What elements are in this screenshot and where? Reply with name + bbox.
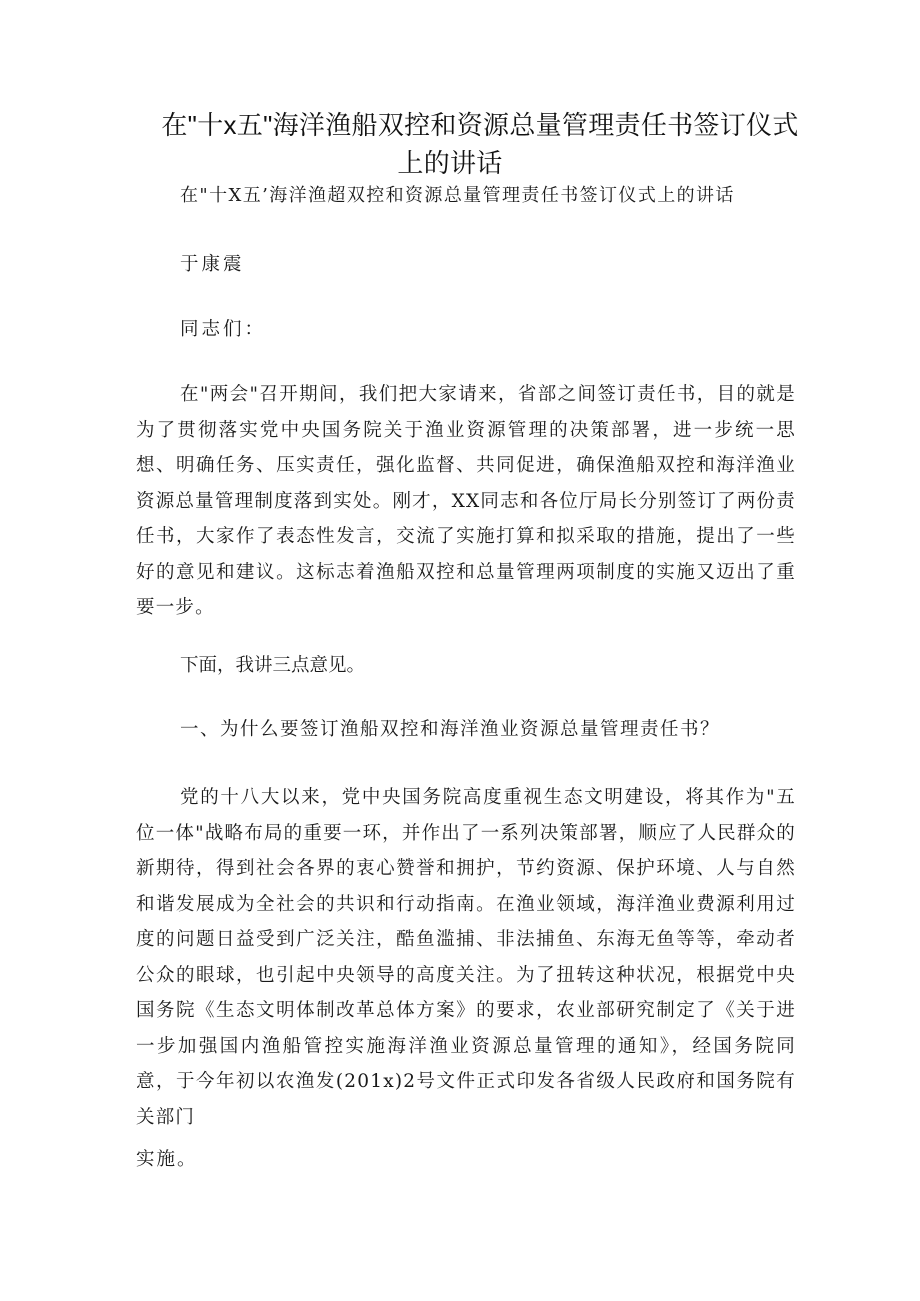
paragraph-section-1: 党的十八大以来，党中央国务院高度重视生态文明建设，将其作为"五位一体"战略布局的重要一环，并作出了一系列决策部署，顺应了人民群众的新期待，得到社会各界的衷心赞誉和拥护，节约资源、保护环境、人与自然和谐发展成为全社会的共识和行动指南。在渔业领域，海洋渔业费源利用过度的问题日益受到广泛关注，酷鱼滥捕、非法捕鱼、东海无鱼等等，牵动者公众的眼球，也引起中央领导的高度关注。为了扭转这种状况，根据党中央国务院《生态文明体制改革总体方案》的要求，农业部研究制定了《关于进一步加强国内渔船管控实施海洋渔业资源总量管理的通知》，经国务院同意，于今年初以农渔发(201x)2号文件正式印发各省级人民政府和国务院有关部门 [136,787,796,1128]
paragraph-section-1-tail: 实施。 [136,1149,198,1170]
title-line-2: 上的讲话 [397,148,503,178]
intro-points: 下面，我讲三点意见。 [180,655,366,676]
author-name: 于康震 [180,254,245,275]
paragraph-opening: 在"两会"召开期间，我们把大家请来，省部之间签订责任书，目的就是为了贯彻落实党中央国务院关于渔业资源管理的决策部署，进一步统一思想、明确任务、压实责任，强化监督、共同促进，确保渔船双控和海洋渔业资源总量管理制度落到实处。刚才，XX同志和各位厅局长分别签订了两份责任书，大家作了表态性发言，交流了实施打算和拟采取的措施，提出了一些好的意见和建议。这标志着渔船双控和总量管理两项制度的实施又迈出了重要一步。 [136,384,796,618]
title-line-1: 在"十x五"海洋渔船双控和资源总量管理责任书签订仪式 [161,110,799,140]
document-title [150,106,810,182]
document-subtitle: 在"十X五’海洋渔超双控和资源总量管理责任书签订仪式上的讲话 [180,185,735,206]
section-heading-1: 一、为什么要签订渔船双控和海洋渔业资源总量管理责任书？ [180,719,721,740]
greeting: 同志们： [180,319,267,340]
